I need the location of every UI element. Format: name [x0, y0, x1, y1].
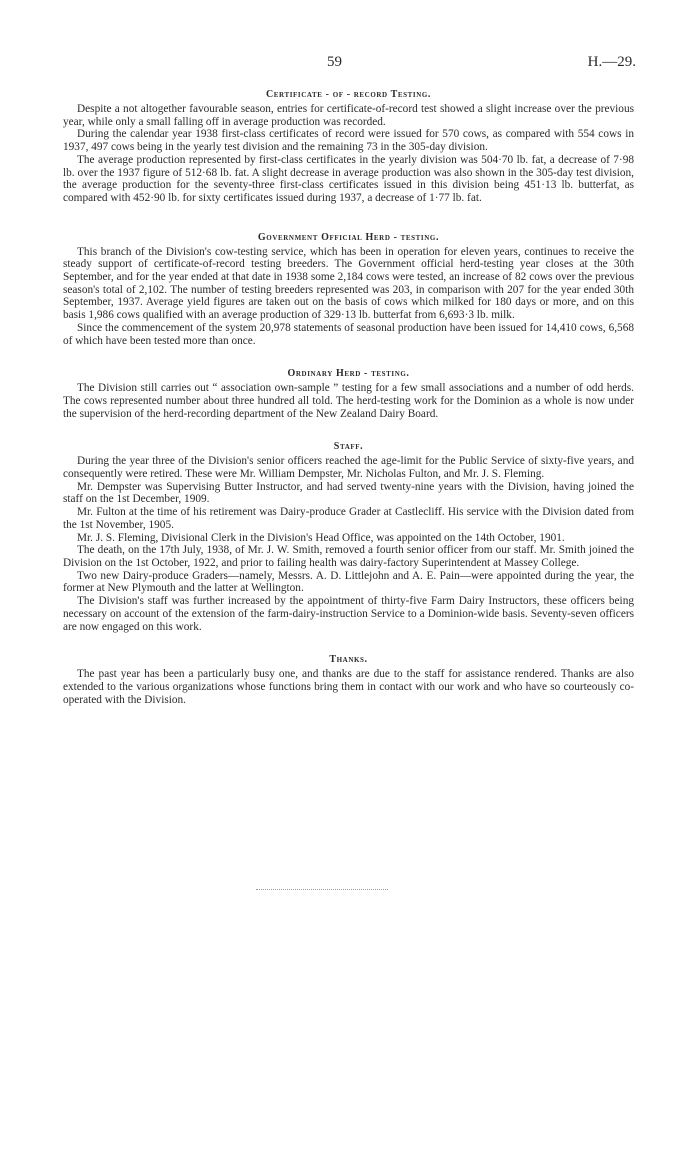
- section-heading: Government Official Herd - testing.: [257, 231, 440, 243]
- section-heading: Ordinary Herd - testing.: [287, 368, 410, 380]
- section-certificate-of-record-testing: [63, 88, 634, 205]
- section-heading: Certificate - of - record Testing.: [265, 89, 432, 100]
- end-rule: [256, 889, 388, 890]
- document-reference: H.—29.: [587, 54, 636, 70]
- section-ordinary-herd-testing: [63, 367, 634, 420]
- paragraph: Mr. Dempster was Supervising Butter Instructor, and had served twenty-nine years with the Division, having joined the staff on the 1st December, 1909.: [63, 480, 634, 506]
- paragraph: During the calendar year 1938 first-class certificates of record were issued for 570 cows, as compared with 554 cows in 1937, 497 cows being in the yearly test division and the remaining 73 in the 305-day division.: [63, 128, 634, 154]
- page-number: 59: [327, 54, 342, 70]
- paragraph: During the year three of the Division's senior officers reached the age-limit for the Public Service of sixty-five years, and consequently were retired. These were Mr. William Dempster, Mr. Nicholas Fulton, and Mr. J. S. Fleming.: [63, 455, 634, 481]
- paragraph: Despite a not altogether favourable season, entries for certificate-of-record test showed a slight increase over the previous year, while only a small falling off in average production was recorded.: [63, 103, 634, 128]
- paragraph: The average production represented by first-class certificates in the yearly division was 504·70 lb. fat, a decrease of 7·98 lb. over the 1937 figure of 512·68 lb. fat. A slight decrease in average production was also shown in the 305-day test division, the average production for the seventy-three first-class certificates issued in this division being 451·13 lb. butterfat, as compared with 452·90 lb. for sixty certificates issued during 1937, a decrease of 1·77 lb. fat.: [63, 153, 634, 204]
- paragraph: The Division still carries out “ association own-sample ” testing for a few small associations and a number of odd herds. The cows represented number about three hundred all told. The herd-testing work for the Dominion as a whole is now under the supervision of the herd-recording department of the New Zealand Dairy Board.: [63, 382, 634, 420]
- paragraph: The Division's staff was further increased by the appointment of thirty-five Farm Dairy Instructors, these officers being necessary on account of the extension of the farm-dairy-instruction Service to a Dominion-wide basis. Seventy-seven officers are now engaged on this work.: [63, 595, 634, 633]
- section-government-official-herd-testing: [63, 231, 634, 348]
- paragraph: The past year has been a particularly busy one, and thanks are due to the staff for assistance rendered. Thanks are also extended to the various organizations whose functions bring them in contact with our work and who have so courteously co-operated with the Division.: [63, 668, 634, 706]
- paragraph: The death, on the 17th July, 1938, of Mr. J. W. Smith, removed a fourth senior officer from our staff. Mr. Smith joined the Division on the 1st October, 1922, and prior to failing health was dairy-factory Superintendent at Massey College.: [63, 544, 634, 569]
- section-staff: [63, 440, 634, 633]
- paragraph: Since the commencement of the system 20,978 statements of seasonal production have been issued for 14,410 cows, 6,568 of which have been tested more than once.: [63, 321, 634, 347]
- document-body: [63, 88, 634, 706]
- paragraph: Mr. Fulton at the time of his retirement was Dairy-produce Grader at Castlecliff. His service with the Division dated from the 1st November, 1905.: [63, 506, 634, 531]
- page-header: [0, 54, 700, 74]
- paragraph: This branch of the Division's cow-testing service, which has been in operation for eleven years, continues to receive the steady support of certificate-of-record testing breeders. The Government official herd-testing year closes at the 30th September, and for the year ended at that date in 1938 some 2,184 cows were tested, an increase of 82 cows over the previous season's total of 2,102. The number of testing breeders represented was 203, in comparison with 207 for the year ended 30th September, 1937. Average yield figures are taken out on the basis of cows which milked for 180 days or more, and on this basis 1,986 cows qualified with an average production of 329·13 lb. butterfat from 6,693·3 lb. milk.: [63, 245, 634, 322]
- section-heading: Staff.: [333, 441, 364, 453]
- paragraph: Two new Dairy-produce Graders—namely, Messrs. A. D. Littlejohn and A. E. Pain—were appointed during the year, the former at New Plymouth and the latter at Wellington.: [63, 569, 634, 595]
- paragraph: Mr. J. S. Fleming, Divisional Clerk in the Division's Head Office, was appointed on the 14th October, 1901.: [77, 531, 565, 544]
- section-thanks: [63, 653, 634, 706]
- section-heading: Thanks.: [329, 654, 368, 666]
